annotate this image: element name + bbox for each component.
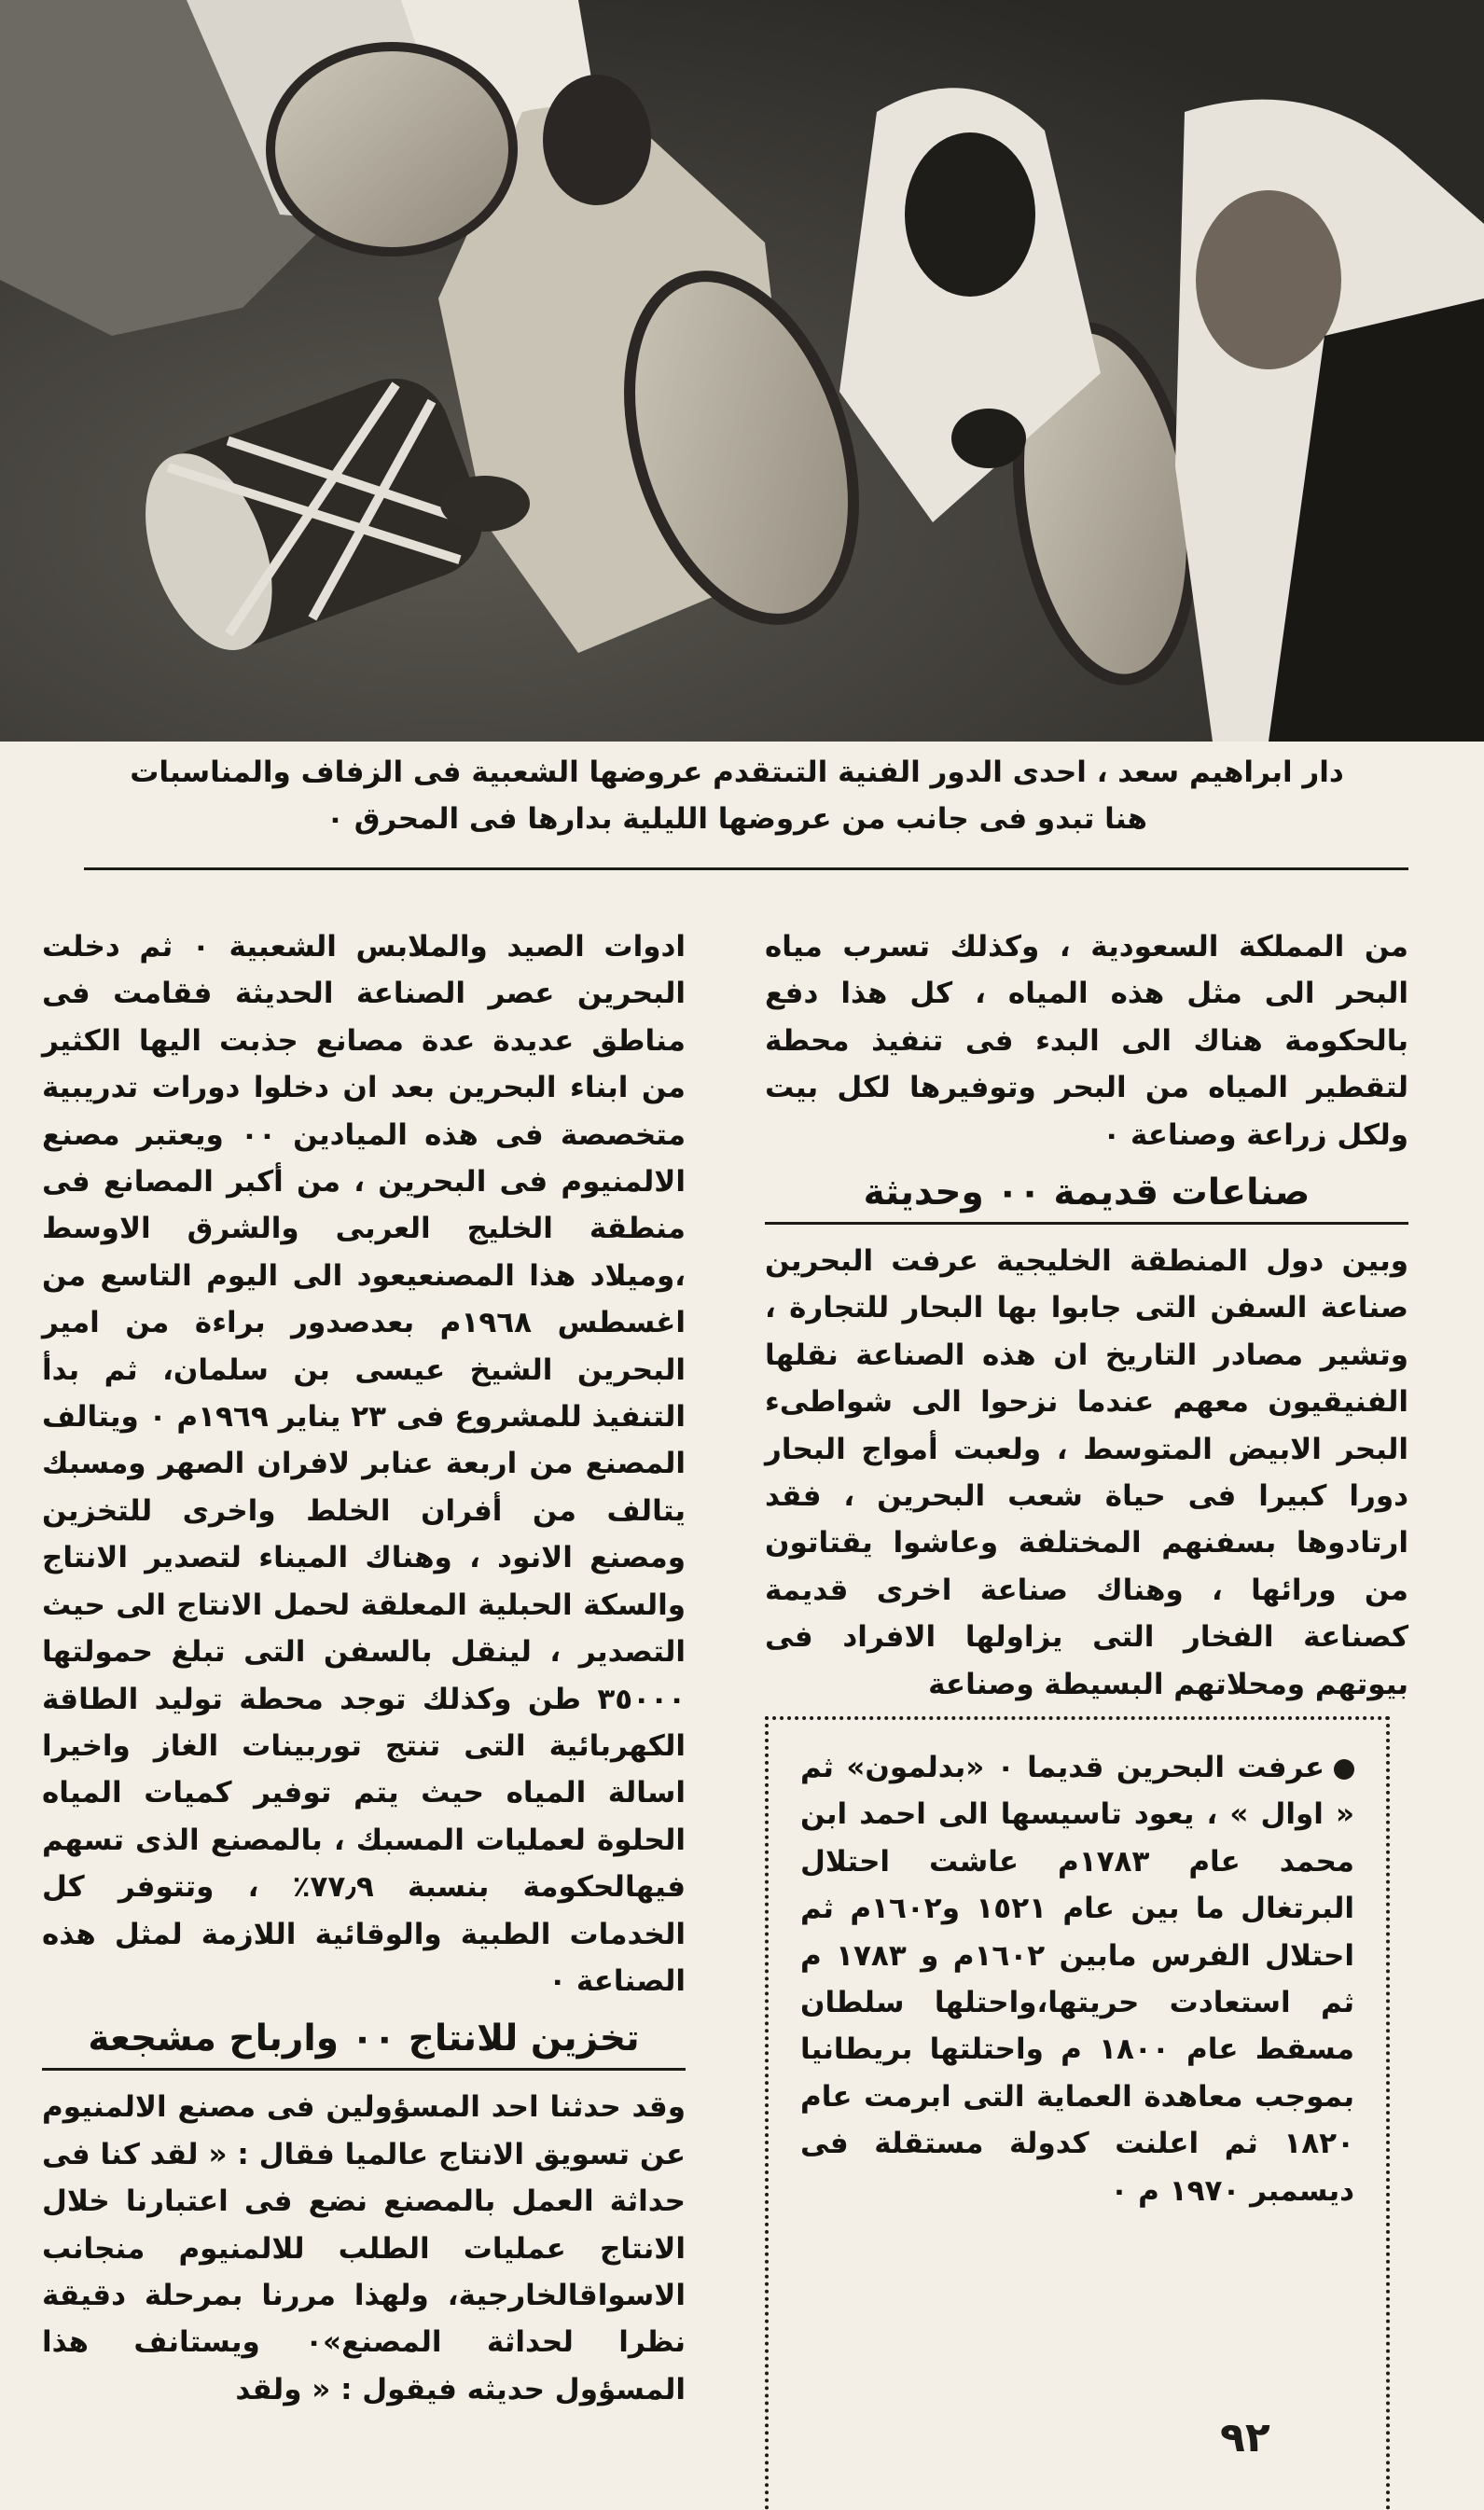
photo: [0, 0, 1484, 742]
history-box-text: عرفت البحرين قديما ٠ «بدلمون» ثم « اوال » ، يعود تاسيسها الى احمد ابن محمد عام ١٧٨٣م عاشت احتلال البرتغال ما بين عام ١٥٢١ و١٦٠٢م ثم احتلال الفرس مابين ١٦٠٢م و ١٧٨٣ م ثم استعادت حريتها،واحتلها سلطان مسقط عام ١٨٠٠ م واحتلتها بريطانيا بموجب معاهدة العماية التى ابرمت عام ١٨٢٠ ثم اعلنت كدولة مستقلة فى ديسمبر ١٩٧٠ م ٠: [800, 1751, 1354, 2208]
right-body-paragraph: وبين دول المنطقة الخليجية عرفت البحرين صناعة السفن التى جابوا بها البحار للتجارة ، وتشير مصادر التاريخ ان هذه الصناعة نقلها الفنيقيون معهم عندما نزحوا الى شواطىء البحر الابيض المتوسط ، ولعبت أمواج البحار دورا كبيرا فى حياة شعب البحرين ، فقد ارتادوها بسفنهم المختلفة وعاشوا يقتاتون من ورائها ، وهناك صناعة اخرى قديمة كصناعة الفخار التى يزاولها الافراد فى بيوتهم ومحلاتهم البسيطة وصناعة: [765, 1244, 1408, 1701]
right-column: [765, 923, 1408, 1708]
right-section-heading: صناعات قديمة ٠٠ وحديثة: [765, 1164, 1408, 1225]
page-number: ٩٢: [1220, 2414, 1270, 2461]
bullet-icon: [1334, 1759, 1354, 1780]
caption-line-1: دار ابراهيم سعد ، احدى الدور الفنية التىتقدم عروضها الشعبية فى الزفاف والمناسبات: [130, 756, 1344, 789]
left-section-heading: تخزين للانتاج ٠٠ وارباح مشجعة: [42, 2010, 686, 2071]
caption-rule: [84, 867, 1408, 870]
left-column: [42, 923, 686, 2413]
right-intro-paragraph: من المملكة السعودية ، وكذلك تسرب مياه البحر الى مثل هذه المياه ، كل هذا دفع بالحكومة هناك الى البدء فى تنفيذ محطة لتقطير المياه من البحر وتوفيرها لكل بيت ولكل زراعة وصناعة ٠: [765, 930, 1408, 1152]
left-body-paragraph-2: وقد حدثنا احد المسؤولين فى مصنع الالمنيوم عن تسويق الانتاج عالميا فقال : « لقد كنا فى حداثة العمل بالمصنع نضع فى اعتبارنا خلال الانتاج عمليات الطلب للالمنيوم منجانب الاسواقالخارجية، ولهذا مررنا بمرحلة دقيقة نظرا لحداثة المصنع»٠ ويستانف هذا المسؤول حديثه فيقول : « ولقد: [42, 2090, 686, 2406]
performance-photo: [0, 0, 1484, 742]
caption-line-2: هنا تبدو فى جانب من عروضها الليلية بدارها فى المحرق ٠: [326, 802, 1147, 836]
history-box: [765, 1716, 1390, 2510]
left-body-paragraph-1: ادوات الصيد والملابس الشعبية ٠ ثم دخلت البحرين عصر الصناعة الحديثة فقامت فى مناطق عديدة عدة مصانع جذبت اليها الكثير من ابناء البحرين بعد ان دخلوا دورات تدريبية متخصصة فى هذه الميادين ٠٠ ويعتبر مصنع الالمنيوم فى البحرين ، من أكبر المصانع فى منطقة الخليج العربى والشرق الاوسط ،وميلاد هذا المصنعيعود الى اليوم التاسع من اغسطس ١٩٦٨م بعدصدور براءة من امير البحرين الشيخ عيسى بن سلمان، ثم بدأ التنفيذ للمشروع فى ٢٣ يناير ١٩٦٩م ٠ ويتالف المصنع من اربعة عنابر لافران الصهر ومسبك يتالف من أفران الخلط واخرى للتخزين ومصنع الانود ، وهناك الميناء لتصدير الانتاج والسكة الحبلية المعلقة لحمل الانتاج الى حيث التصدير ، لينقل بالسفن التى تبلغ حمولتها ٣٥٠٠٠ طن وكذلك توجد محطة توليد الطاقة الكهربائية التى تنتج توربينات الغاز واخيرا اسالة المياه حيث يتم توفير كميات المياه الحلوة لعمليات المسبك ، بالمصنع الذى تسهم فيهالحكومة بنسبة ٧٧٫٩٪ ، وتتوفر كل الخدمات الطبية والوقائية اللازمة لمثل هذه الصناعة ٠: [42, 930, 687, 1998]
photo-caption: [56, 749, 1418, 842]
